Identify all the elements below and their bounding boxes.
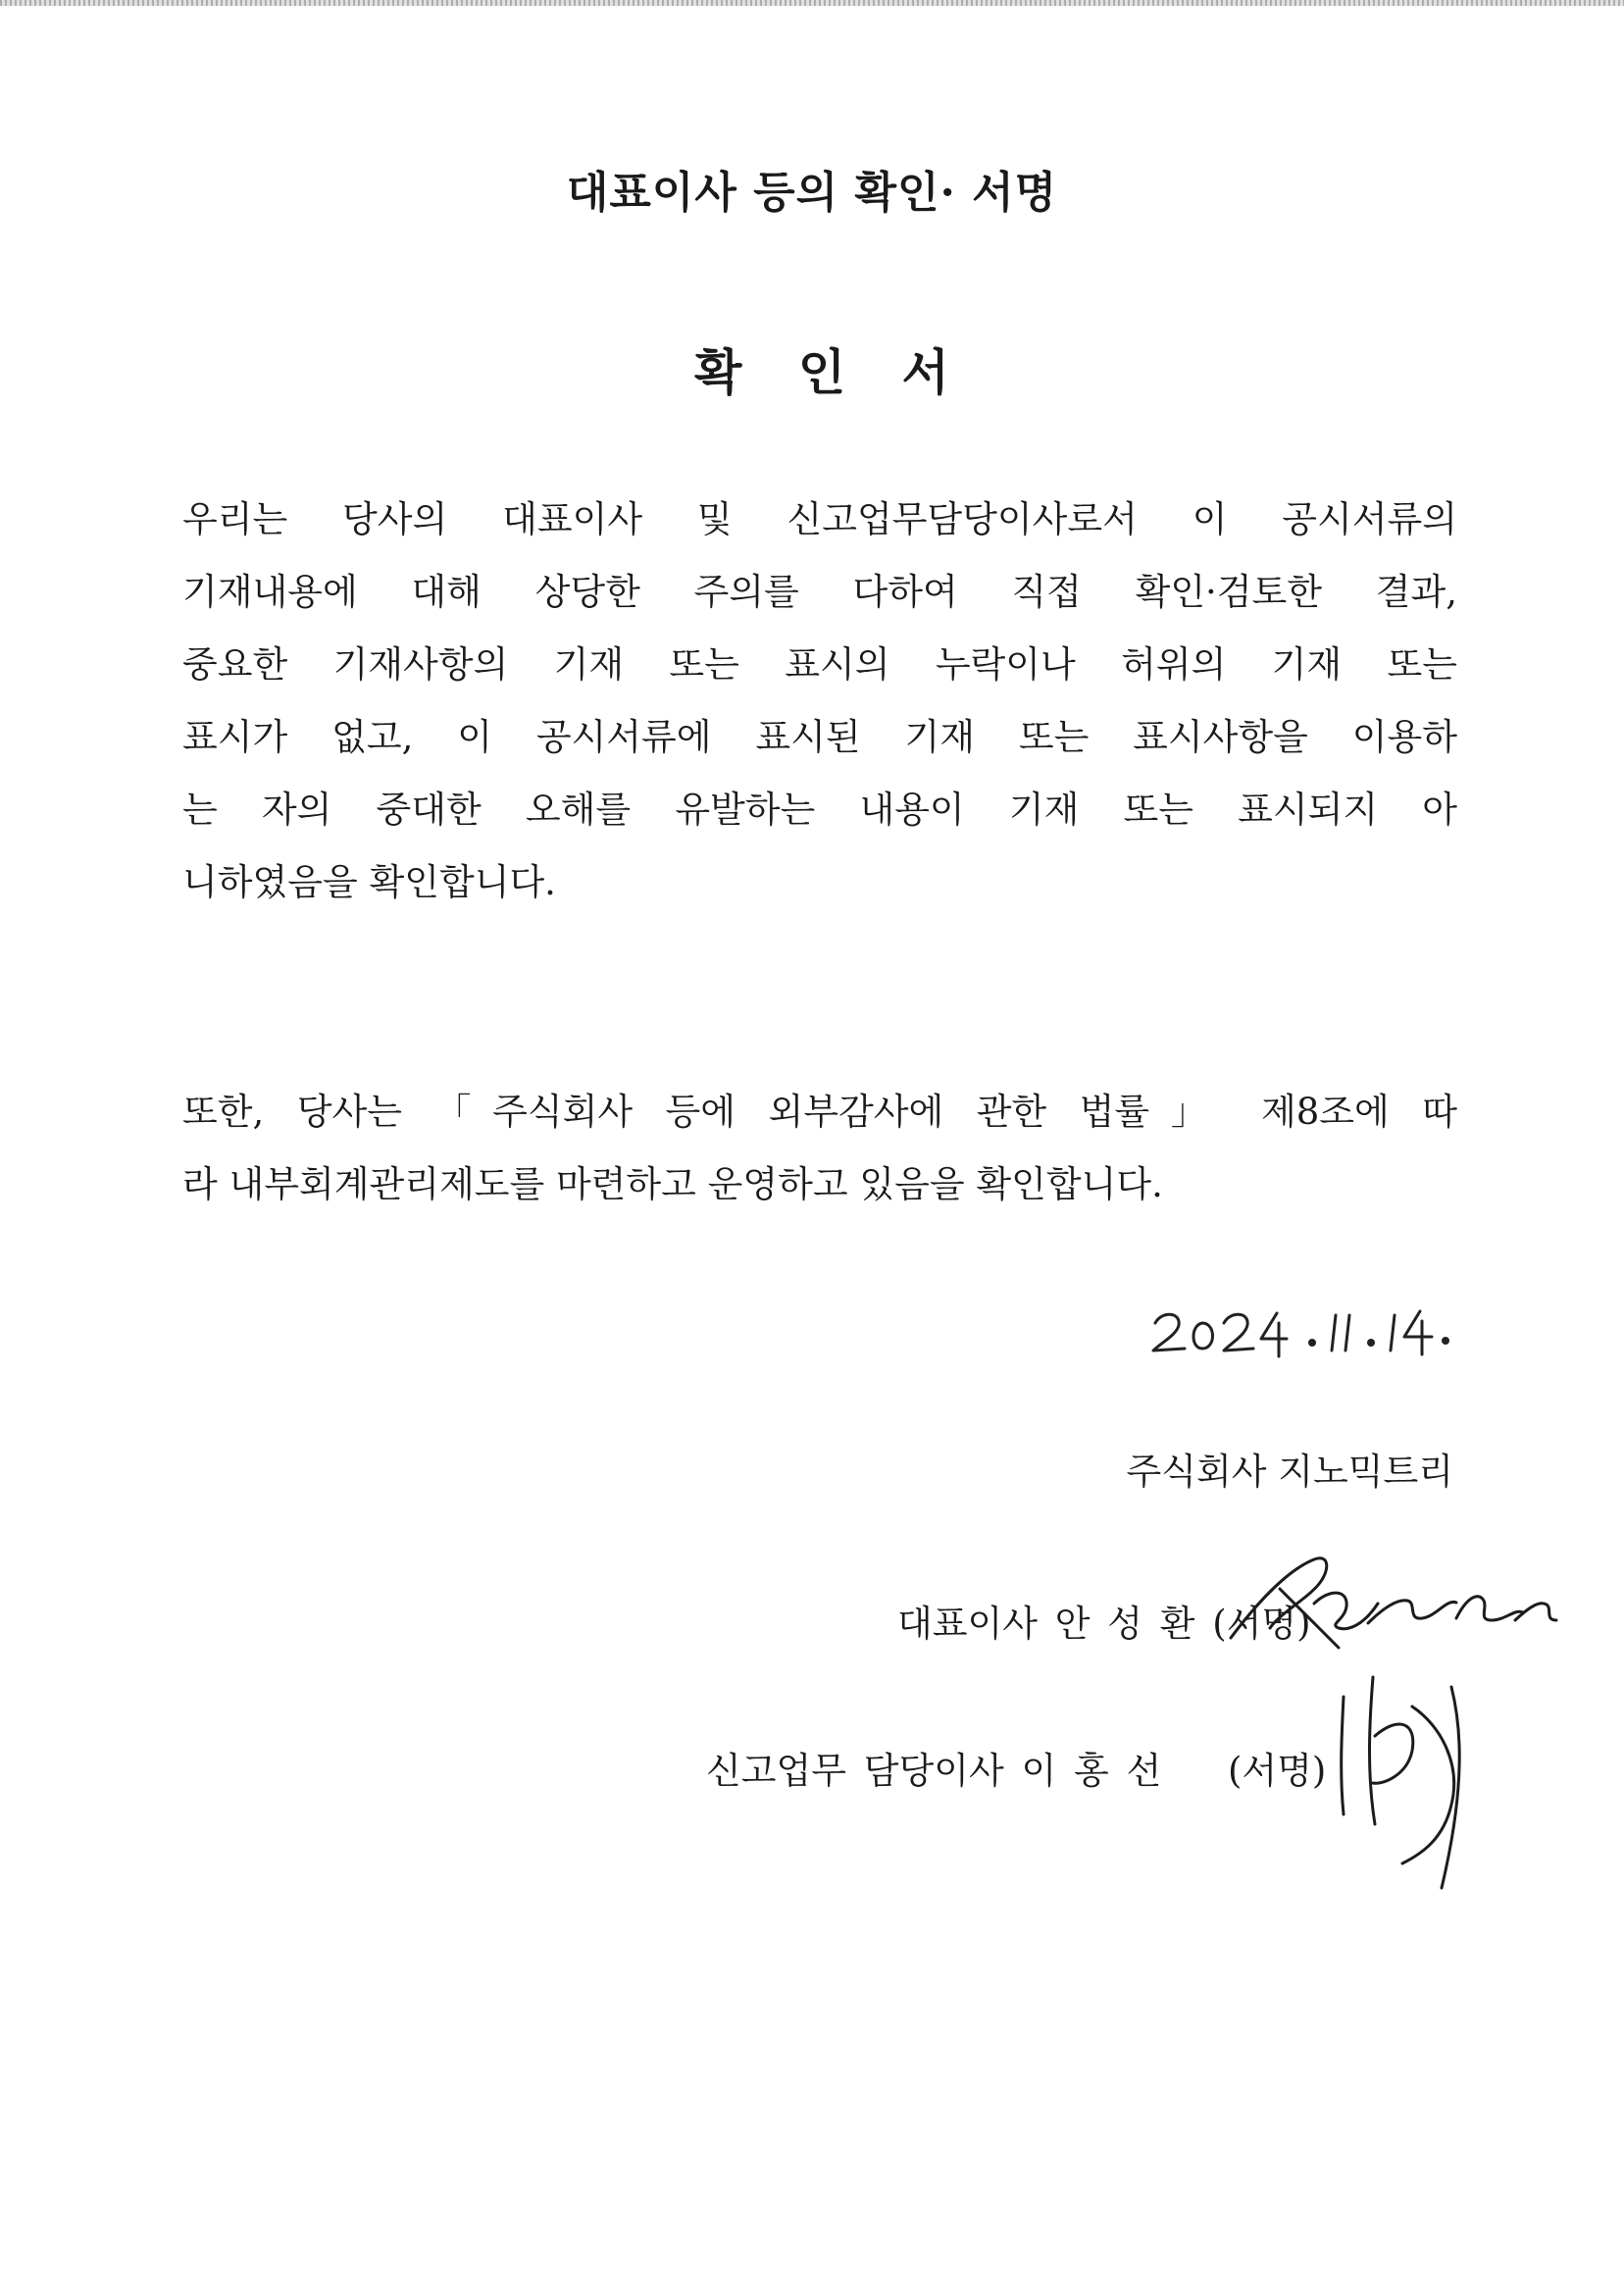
paragraph-line: 니하였음을 확인합니다. (182, 861, 556, 903)
officer-role: 신고업무 담당이사 (706, 1750, 1004, 1792)
paragraph-line: 우리는 당사의 대표이사 및 신고업무담당이사로서 이 공시서류의 (182, 498, 1457, 540)
paragraph-line: 중요한 기재사항의 기재 또는 표시의 누락이나 허위의 기재 또는 (182, 643, 1457, 686)
officer-name: 이 홍 선 (1021, 1750, 1162, 1792)
document-title: 확 인 서 (694, 343, 969, 401)
ceo-name: 안 성 환 (1054, 1603, 1195, 1645)
ceo-role: 대표이사 (897, 1603, 1038, 1645)
officer-sign-mark: (서명) (1227, 1750, 1327, 1792)
paragraph-line: 또한, 당사는 「주식회사 등에 외부감사에 관한 법률」 제8조에 따 (182, 1091, 1457, 1133)
page-heading: 대표이사 등의 확인· 서명 (566, 168, 1058, 218)
paragraph-line: 표시가 없고, 이 공시서류에 표시된 기재 또는 표시사항을 이용하 (182, 716, 1457, 758)
ceo-signature (1221, 1530, 1574, 1667)
ceo-sign-mark: (서명) (1212, 1603, 1311, 1645)
scan-edge (0, 0, 1624, 6)
paragraph-line: 기재내용에 대해 상당한 주의를 다하여 직접 확인·검토한 결과, (182, 571, 1457, 613)
internal-control-paragraph (182, 1076, 1457, 1221)
paragraph-line: 는 자의 중대한 오해를 유발하는 내용이 기재 또는 표시되지 아 (182, 789, 1457, 831)
company-name: 주식회사 지노믹트리 (1126, 1451, 1453, 1493)
confirmation-paragraph (182, 484, 1457, 919)
officer-signature (1304, 1667, 1500, 1893)
handwritten-date (1147, 1300, 1461, 1368)
officer-signature-line (706, 1741, 1326, 1794)
paragraph-line: 라 내부회계관리제도를 마련하고 운영하고 있음을 확인합니다. (182, 1163, 1163, 1205)
